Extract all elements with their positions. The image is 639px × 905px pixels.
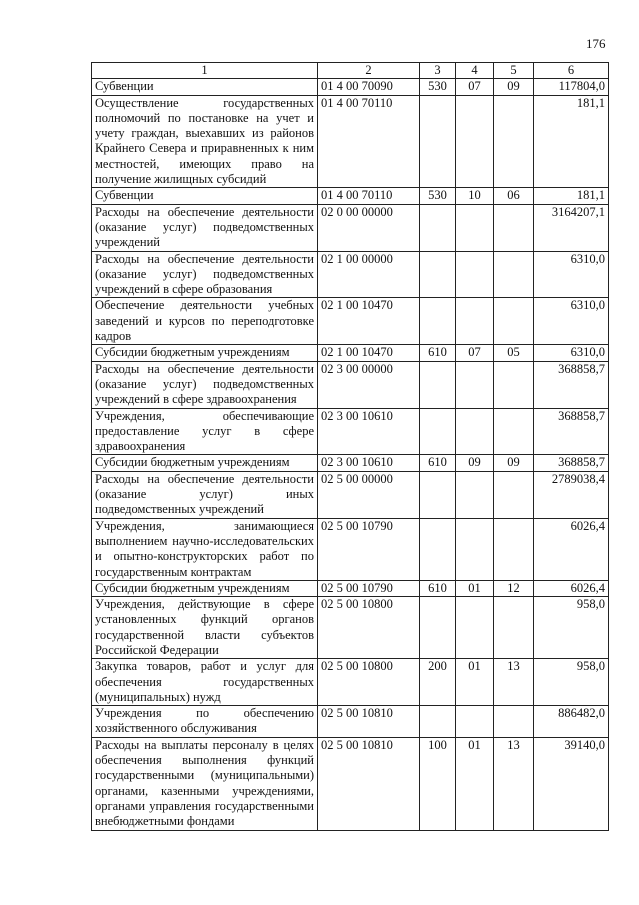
row-name-cell: Расходы на обеспечение деятельности (оказание услуг) подведомственных учреждений в сфере образования	[92, 251, 318, 298]
row-section-cell	[456, 204, 494, 251]
table-header-row	[92, 63, 609, 79]
row-kvr-cell	[420, 298, 456, 345]
row-name-cell: Субвенции	[92, 79, 318, 95]
row-section-cell	[456, 518, 494, 580]
column-header: 3	[420, 63, 456, 79]
table-row	[92, 737, 609, 830]
row-code-cell: 02 3 00 10610	[318, 408, 420, 455]
row-kvr-cell	[420, 706, 456, 738]
row-kvr-cell	[420, 518, 456, 580]
row-subsection-cell	[494, 361, 534, 408]
table-row	[92, 298, 609, 345]
row-kvr-cell: 610	[420, 580, 456, 596]
row-subsection-cell: 13	[494, 737, 534, 830]
row-subsection-cell: 09	[494, 79, 534, 95]
row-code-cell: 02 1 00 00000	[318, 251, 420, 298]
row-section-cell	[456, 298, 494, 345]
row-code-cell: 01 4 00 70090	[318, 79, 420, 95]
row-kvr-cell: 610	[420, 455, 456, 471]
row-kvr-cell	[420, 597, 456, 659]
table-row	[92, 706, 609, 738]
column-header: 2	[318, 63, 420, 79]
row-amount-cell: 368858,7	[534, 455, 609, 471]
row-name-cell: Учреждения, действующие в сфере установленных функций органов государственной власти субъектов Российской Федерации	[92, 597, 318, 659]
table-row	[92, 251, 609, 298]
row-subsection-cell	[494, 298, 534, 345]
budget-table	[91, 62, 609, 831]
row-name-cell: Расходы на обеспечение деятельности (оказание услуг) подведомственных учреждений	[92, 204, 318, 251]
column-header: 5	[494, 63, 534, 79]
table-row	[92, 597, 609, 659]
row-section-cell	[456, 597, 494, 659]
row-section-cell: 07	[456, 79, 494, 95]
row-code-cell: 02 5 00 10800	[318, 597, 420, 659]
row-code-cell: 02 0 00 00000	[318, 204, 420, 251]
row-amount-cell: 181,1	[534, 95, 609, 188]
row-amount-cell: 3164207,1	[534, 204, 609, 251]
row-code-cell: 02 5 00 10790	[318, 518, 420, 580]
table-row	[92, 580, 609, 596]
table-row	[92, 455, 609, 471]
row-subsection-cell	[494, 251, 534, 298]
row-name-cell: Учреждения, занимающиеся выполнением научно-исследовательских и опытно-конструкторских работ по государственным контрактам	[92, 518, 318, 580]
row-section-cell	[456, 361, 494, 408]
row-subsection-cell	[494, 408, 534, 455]
row-kvr-cell	[420, 408, 456, 455]
row-section-cell	[456, 471, 494, 518]
row-name-cell: Субсидии бюджетным учреждениям	[92, 580, 318, 596]
row-subsection-cell: 06	[494, 188, 534, 204]
row-amount-cell: 6310,0	[534, 298, 609, 345]
budget-table-body	[92, 63, 609, 831]
row-subsection-cell: 05	[494, 345, 534, 361]
table-row	[92, 204, 609, 251]
row-name-cell: Закупка товаров, работ и услуг для обеспечения государственных (муниципальных) нужд	[92, 659, 318, 706]
row-code-cell: 02 5 00 10790	[318, 580, 420, 596]
row-name-cell: Субвенции	[92, 188, 318, 204]
row-kvr-cell	[420, 204, 456, 251]
row-name-cell: Расходы на обеспечение деятельности (оказание услуг) подведомственных учреждений в сфере здравоохранения	[92, 361, 318, 408]
row-name-cell: Обеспечение деятельности учебных заведений и курсов по переподготовке кадров	[92, 298, 318, 345]
row-amount-cell: 368858,7	[534, 408, 609, 455]
table-row	[92, 408, 609, 455]
row-subsection-cell: 13	[494, 659, 534, 706]
row-section-cell	[456, 706, 494, 738]
row-amount-cell: 6026,4	[534, 580, 609, 596]
row-section-cell: 01	[456, 580, 494, 596]
row-amount-cell: 117804,0	[534, 79, 609, 95]
table-row	[92, 361, 609, 408]
row-section-cell: 01	[456, 659, 494, 706]
row-subsection-cell	[494, 95, 534, 188]
row-amount-cell: 6310,0	[534, 251, 609, 298]
row-code-cell: 01 4 00 70110	[318, 188, 420, 204]
row-amount-cell: 368858,7	[534, 361, 609, 408]
row-kvr-cell: 100	[420, 737, 456, 830]
row-name-cell: Расходы на обеспечение деятельности (оказание услуг) иных подведомственных учреждений	[92, 471, 318, 518]
page-number: 176	[586, 36, 606, 51]
row-section-cell	[456, 95, 494, 188]
column-header: 4	[456, 63, 494, 79]
row-code-cell: 02 5 00 10810	[318, 706, 420, 738]
row-code-cell: 02 1 00 10470	[318, 298, 420, 345]
row-name-cell: Осуществление государственных полномочий по постановке на учет и учету граждан, выехавших из районов Крайнего Севера и приравненных к ним местностей, имеющих право на получение жилищных субсидий	[92, 95, 318, 188]
column-header: 6	[534, 63, 609, 79]
row-code-cell: 02 3 00 10610	[318, 455, 420, 471]
row-subsection-cell	[494, 204, 534, 251]
table-row	[92, 188, 609, 204]
table-row	[92, 471, 609, 518]
row-section-cell	[456, 251, 494, 298]
row-name-cell: Учреждения по обеспечению хозяйственного обслуживания	[92, 706, 318, 738]
row-name-cell: Учреждения, обеспечивающие предоставление услуг в сфере здравоохранения	[92, 408, 318, 455]
row-subsection-cell	[494, 597, 534, 659]
table-row	[92, 659, 609, 706]
row-subsection-cell	[494, 518, 534, 580]
row-subsection-cell: 12	[494, 580, 534, 596]
row-section-cell: 01	[456, 737, 494, 830]
row-name-cell: Субсидии бюджетным учреждениям	[92, 345, 318, 361]
row-subsection-cell	[494, 471, 534, 518]
row-section-cell: 10	[456, 188, 494, 204]
table-row	[92, 518, 609, 580]
row-amount-cell: 181,1	[534, 188, 609, 204]
row-section-cell: 07	[456, 345, 494, 361]
table-row	[92, 79, 609, 95]
row-code-cell: 02 1 00 10470	[318, 345, 420, 361]
table-row	[92, 95, 609, 188]
row-amount-cell: 2789038,4	[534, 471, 609, 518]
row-kvr-cell: 200	[420, 659, 456, 706]
row-section-cell	[456, 408, 494, 455]
row-subsection-cell	[494, 706, 534, 738]
row-subsection-cell: 09	[494, 455, 534, 471]
row-name-cell: Субсидии бюджетным учреждениям	[92, 455, 318, 471]
row-amount-cell: 6026,4	[534, 518, 609, 580]
column-header: 1	[92, 63, 318, 79]
row-code-cell: 02 5 00 00000	[318, 471, 420, 518]
row-kvr-cell	[420, 251, 456, 298]
row-section-cell: 09	[456, 455, 494, 471]
row-kvr-cell: 610	[420, 345, 456, 361]
row-name-cell: Расходы на выплаты персоналу в целях обеспечения выполнения функций государственными (муниципальными) органами, казенными учреждениями, органами управления государственными внебюджетными фондами	[92, 737, 318, 830]
row-code-cell: 02 3 00 00000	[318, 361, 420, 408]
row-amount-cell: 39140,0	[534, 737, 609, 830]
row-amount-cell: 958,0	[534, 597, 609, 659]
row-code-cell: 02 5 00 10810	[318, 737, 420, 830]
row-amount-cell: 6310,0	[534, 345, 609, 361]
row-kvr-cell: 530	[420, 188, 456, 204]
row-kvr-cell	[420, 95, 456, 188]
row-kvr-cell	[420, 471, 456, 518]
table-row	[92, 345, 609, 361]
row-code-cell: 01 4 00 70110	[318, 95, 420, 188]
row-amount-cell: 886482,0	[534, 706, 609, 738]
row-kvr-cell: 530	[420, 79, 456, 95]
row-kvr-cell	[420, 361, 456, 408]
row-amount-cell: 958,0	[534, 659, 609, 706]
row-code-cell: 02 5 00 10800	[318, 659, 420, 706]
